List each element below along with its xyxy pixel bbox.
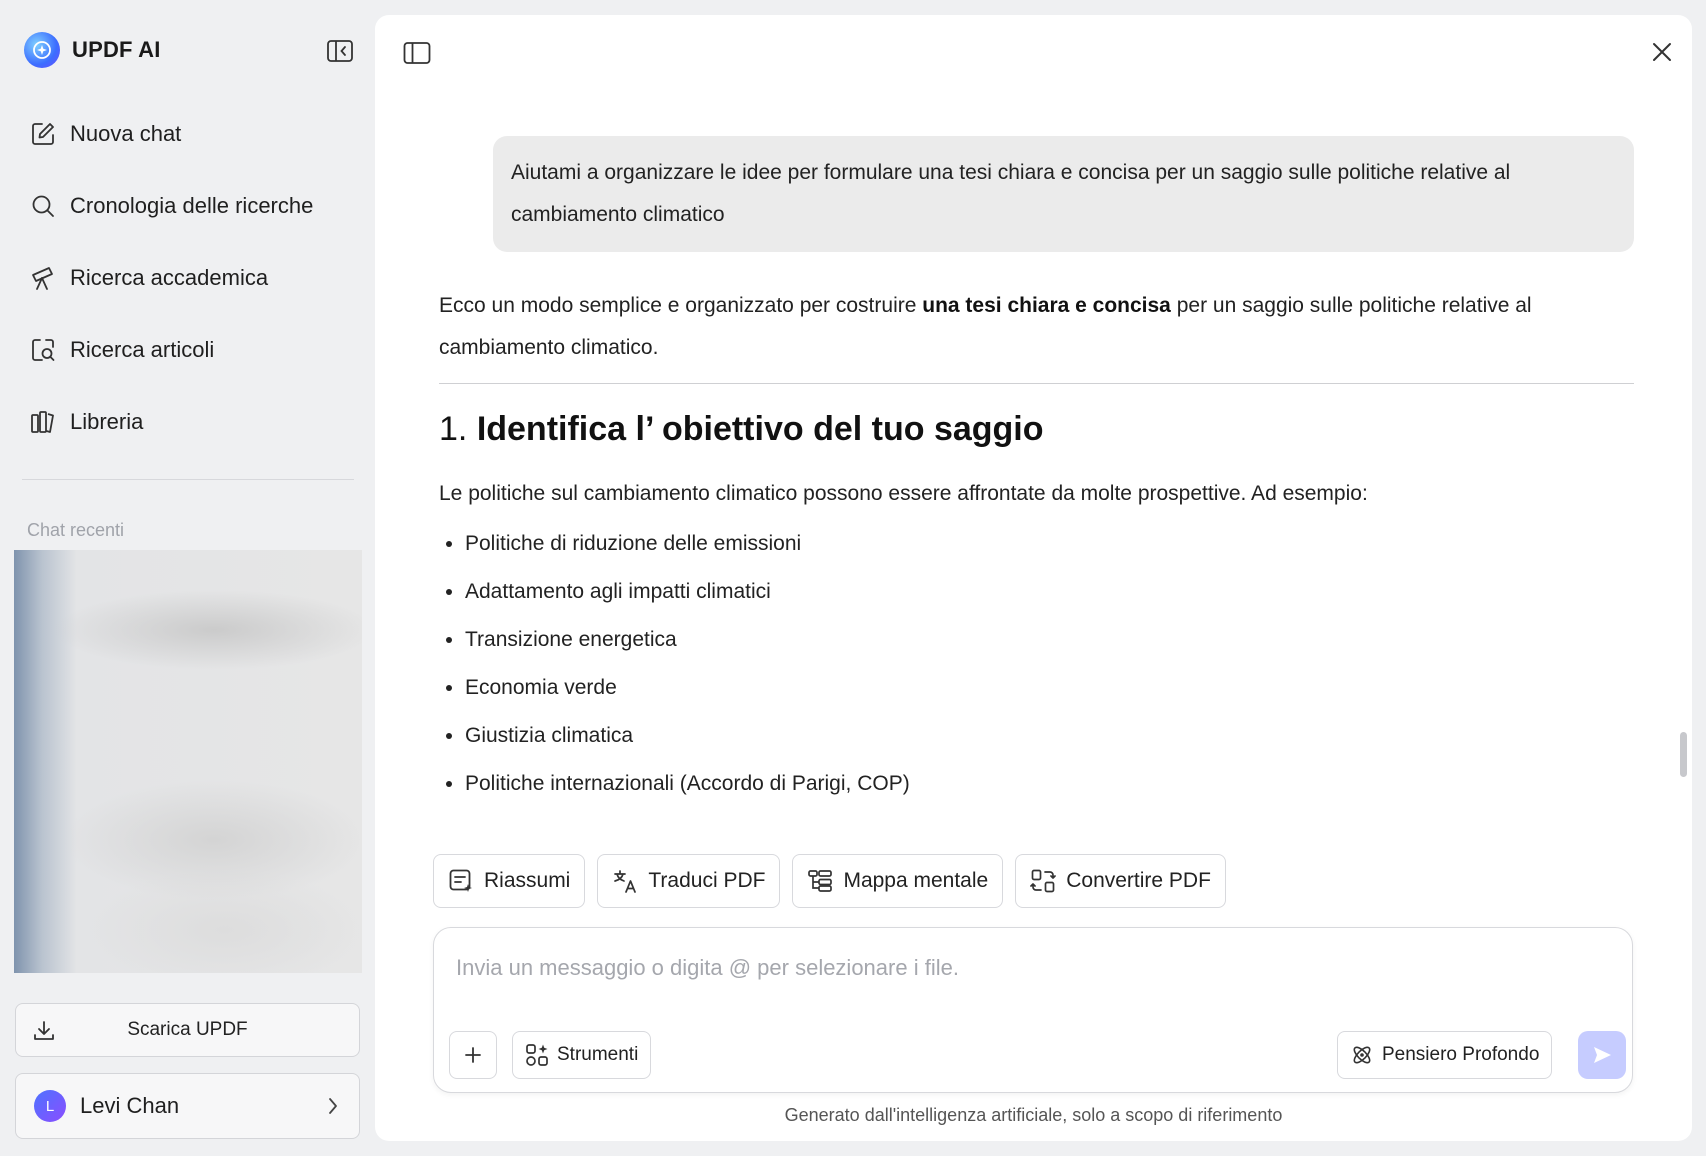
- brand[interactable]: [24, 32, 161, 68]
- list-item: Transizione energetica: [439, 616, 1634, 664]
- recent-chats-label: Chat recenti: [27, 520, 125, 540]
- send-icon: [1591, 1044, 1613, 1066]
- sidebar-item-label: Nuova chat: [70, 121, 182, 146]
- chevron-right-icon: [327, 1096, 339, 1116]
- answer-intro: [439, 285, 1634, 369]
- mind-map-button[interactable]: [792, 854, 1003, 908]
- deep-thinking-label: Pensiero Profondo: [1382, 1044, 1540, 1065]
- tools-label: Strumenti: [557, 1044, 639, 1065]
- sidebar-item-library[interactable]: [22, 386, 352, 458]
- atom-icon: [1350, 1043, 1374, 1067]
- answer-heading-text: Identifica l’ obiettivo del tuo saggio: [476, 410, 1044, 448]
- answer-intro-bold: una tesi chiara e concisa: [922, 294, 1171, 317]
- sidebar-nav: [22, 98, 352, 458]
- quick-action-label: Traduci PDF: [648, 869, 766, 892]
- tools-button[interactable]: [512, 1031, 651, 1079]
- download-updf-button[interactable]: [15, 1003, 360, 1057]
- library-icon: [30, 409, 56, 435]
- quick-actions: [433, 854, 1226, 908]
- answer-intro-text-end: per un saggio sulle politiche relative al cambiamento climatico.: [439, 294, 1532, 359]
- ai-answer: [439, 285, 1634, 808]
- attach-button[interactable]: [449, 1031, 497, 1079]
- download-icon: [32, 1019, 56, 1043]
- close-button[interactable]: [1649, 39, 1675, 70]
- sidebar-item-label: Cronologia delle ricerche: [70, 193, 314, 218]
- sidebar-panel-icon: [403, 41, 431, 65]
- user-message-bubble: Aiutami a organizzare le idee per formulare una tesi chiara e concisa per un saggio sulle politiche relative al cambiamento climatico: [493, 136, 1634, 252]
- list-item: Giustizia climatica: [439, 712, 1634, 760]
- answer-heading: [439, 404, 1634, 454]
- sidebar-item-search-history[interactable]: [22, 170, 352, 242]
- collapse-sidebar-button[interactable]: [326, 38, 354, 64]
- answer-heading-number: 1.: [439, 410, 468, 448]
- quick-action-label: Riassumi: [484, 869, 571, 892]
- translate-icon: [612, 868, 638, 894]
- message-input[interactable]: [456, 950, 1606, 986]
- convert-icon: [1030, 868, 1056, 894]
- summarize-icon: [448, 868, 474, 894]
- quick-action-label: Convertire PDF: [1066, 869, 1211, 892]
- translate-pdf-button[interactable]: [597, 854, 780, 908]
- avatar: L: [34, 1090, 66, 1122]
- send-button[interactable]: [1578, 1031, 1626, 1079]
- download-label: Scarica UPDF: [127, 1019, 248, 1040]
- sidebar-item-label: Libreria: [70, 409, 144, 434]
- close-icon: [1649, 39, 1675, 65]
- list-item: Politiche internazionali (Accordo di Parigi, COP): [439, 760, 1634, 808]
- sidebar-collapse-icon: [327, 40, 353, 62]
- sidebar-divider: [22, 479, 354, 480]
- updf-logo-icon: [24, 32, 60, 68]
- list-item: Politiche di riduzione delle emissioni: [439, 520, 1634, 568]
- answer-intro-text: Ecco un modo semplice e organizzato per costruire: [439, 294, 923, 317]
- message-composer: [433, 927, 1633, 1093]
- search-icon: [30, 193, 56, 219]
- recent-chats-list[interactable]: [14, 550, 362, 973]
- user-name: Levi Chan: [80, 1093, 180, 1118]
- mindmap-icon: [807, 868, 833, 894]
- sidebar-item-article-search[interactable]: [22, 314, 352, 386]
- chat-panel: [375, 15, 1692, 1141]
- answer-paragraph: Le politiche sul cambiamento climatico possono essere affrontate da molte prospettive. Ad esempio:: [439, 482, 1368, 505]
- sidebar-item-academic-research[interactable]: [22, 242, 352, 314]
- plus-icon: [463, 1045, 483, 1065]
- scrollbar-thumb[interactable]: [1680, 732, 1687, 777]
- user-account-button[interactable]: [15, 1073, 360, 1139]
- doc-search-icon: [30, 337, 56, 363]
- toggle-panel-button[interactable]: [403, 41, 431, 70]
- convert-pdf-button[interactable]: [1015, 854, 1226, 908]
- sidebar-item-label: Ricerca accademica: [70, 265, 269, 290]
- ai-disclaimer: Generato dall'intelligenza artificiale, solo a scopo di riferimento: [784, 1105, 1283, 1125]
- deep-thinking-button[interactable]: [1337, 1031, 1552, 1079]
- sidebar-item-new-chat[interactable]: [22, 98, 352, 170]
- sidebar: [0, 0, 372, 1156]
- quick-action-label: Mappa mentale: [843, 869, 989, 892]
- answer-divider: [439, 383, 1634, 384]
- edit-icon: [30, 121, 56, 147]
- list-item: Economia verde: [439, 664, 1634, 712]
- telescope-icon: [30, 265, 56, 291]
- brand-name: UPDF AI: [72, 37, 161, 62]
- tools-grid-icon: [525, 1043, 549, 1067]
- answer-bullet-list: [439, 520, 1634, 808]
- sidebar-item-label: Ricerca articoli: [70, 337, 215, 362]
- list-item: Adattamento agli impatti climatici: [439, 568, 1634, 616]
- summarize-button[interactable]: [433, 854, 585, 908]
